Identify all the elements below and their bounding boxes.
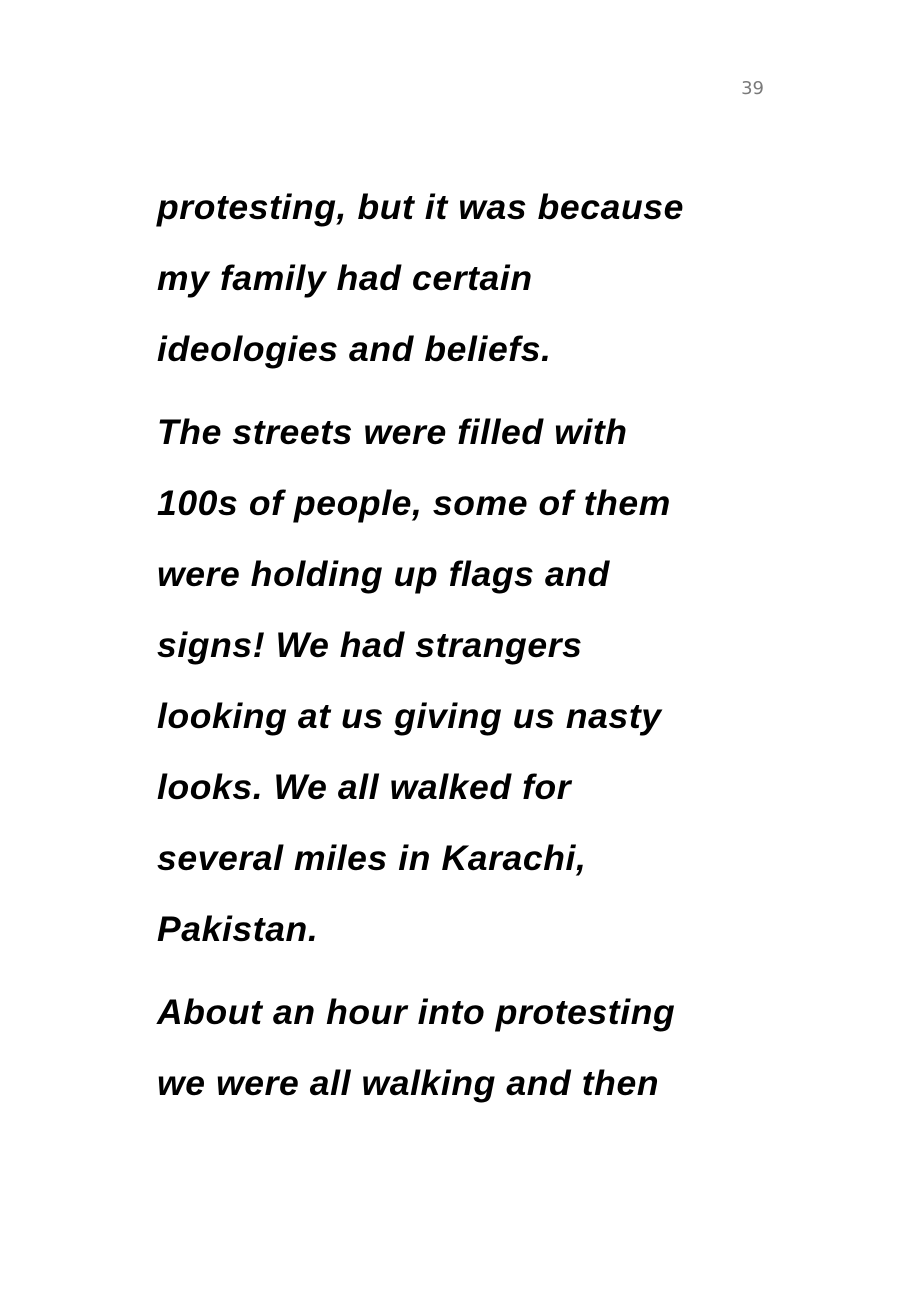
text-line: Pakistan. — [157, 909, 319, 949]
paragraph — [157, 977, 797, 1119]
text-line: we were all walking and then — [157, 1063, 660, 1103]
paragraph — [157, 397, 797, 965]
text-line: signs! We had strangers — [157, 625, 583, 665]
text-line: 100s of people, some of them — [157, 483, 671, 523]
paragraph — [157, 172, 797, 385]
text-line: ideologies and beliefs. — [157, 329, 552, 369]
text-line: several miles in Karachi, — [157, 838, 587, 878]
page-body — [157, 172, 797, 1119]
text-line: About an hour into protesting — [157, 992, 676, 1032]
text-line: The streets were filled with — [157, 412, 628, 452]
text-line: looking at us giving us nasty — [157, 696, 662, 736]
text-line: protesting, but it was because — [157, 187, 684, 227]
text-line: were holding up flags and — [157, 554, 610, 594]
text-line: looks. We all walked for — [157, 767, 572, 807]
page-number: 39 — [741, 78, 764, 99]
text-line: my family had certain — [157, 258, 533, 298]
